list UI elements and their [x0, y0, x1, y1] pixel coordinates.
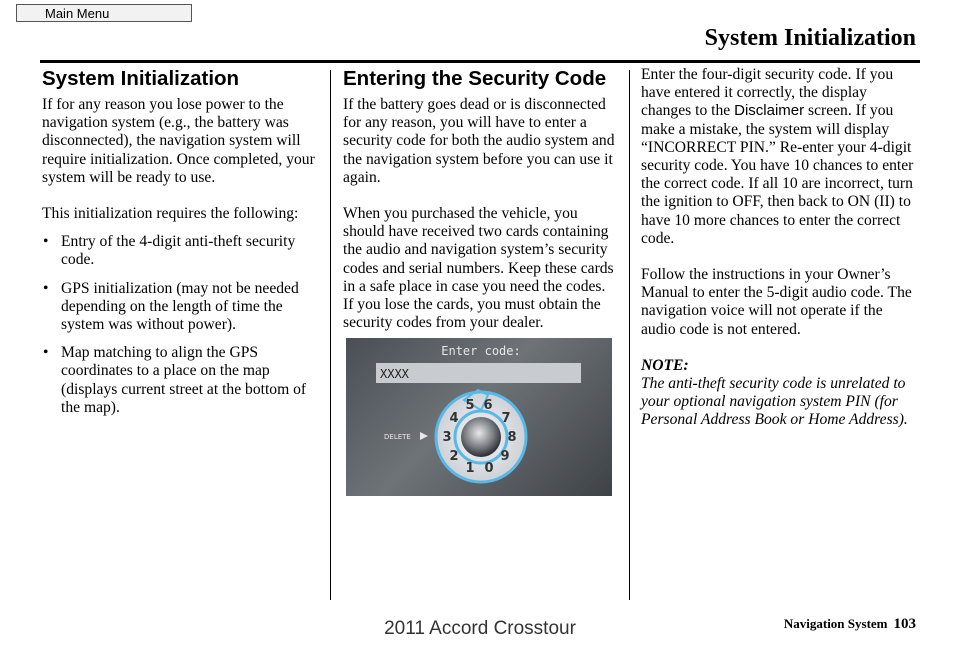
delete-arrow-icon	[420, 432, 428, 440]
column-instructions	[641, 66, 919, 448]
dial-digit-3: 3	[442, 430, 452, 445]
dial-knob	[461, 417, 501, 457]
requirements-list	[42, 233, 322, 417]
column-system-initialization	[42, 66, 322, 427]
disclaimer-term: Disclaimer	[734, 102, 805, 120]
dial-digit-8: 8	[507, 430, 517, 445]
dial-digit-4: 4	[449, 411, 459, 426]
page-number: 103	[893, 616, 916, 632]
dial-digit-9: 9	[500, 449, 510, 464]
dial-digit-5: 5	[465, 398, 475, 413]
watermark-text: 2011 Accord Crosstour	[384, 618, 576, 639]
note-label: NOTE:	[641, 356, 689, 374]
list-item: • GPS initialization (may not be needed depending on the length of time the system was without power).	[42, 280, 322, 335]
requirements-paragraph: This initialization requires the following:	[42, 205, 299, 223]
enter-code-title: Enter code:	[441, 344, 521, 358]
list-item: • Map matching to align the GPS coordinates to a place on the map (displays current street at the bottom of the map).	[42, 344, 322, 417]
column-divider-2	[629, 70, 630, 600]
enter-code-screen-svg	[346, 338, 612, 496]
dial-digit-0: 0	[484, 461, 494, 476]
audio-code-paragraph: Follow the instructions in your Owner’s Manual to enter the 5-digit audio code. The navigation voice will not operate if the audio code is not entered.	[641, 266, 912, 338]
note-text: The anti-theft security code is unrelated to your optional navigation system PIN (for Personal Address Book or Home Address).	[641, 375, 908, 429]
intro-paragraph: If for any reason you lose power to the navigation system (e.g., the battery was disconnected), the navigation system will require initialization. Once completed, your system will be ready to use.	[42, 96, 315, 186]
dial-digit-6: 6	[483, 398, 493, 413]
page-header-title: System Initialization	[704, 25, 916, 51]
dial-digit-2: 2	[449, 449, 459, 464]
header-rule	[40, 60, 920, 63]
column-security-code	[343, 66, 615, 350]
battery-paragraph: If the battery goes dead or is disconnected for any reason, you will have to enter a security code for both the audio system and the navigation system before you can use it again.	[343, 96, 615, 186]
main-menu-button[interactable]: Main Menu	[16, 4, 192, 22]
dial-digit-7: 7	[501, 411, 511, 426]
column-divider-1	[330, 70, 331, 600]
code-field-value: XXXX	[380, 367, 409, 381]
section-heading-security-code: Entering the Security Code	[343, 67, 607, 90]
enter-code-screen-image	[346, 338, 612, 496]
section-heading-system-initialization: System Initialization	[42, 67, 240, 90]
delete-label: DELETE	[384, 433, 411, 441]
dial-digit-1: 1	[465, 461, 475, 476]
list-item: • Entry of the 4-digit anti-theft security code.	[42, 233, 322, 269]
footer-section-label: Navigation System	[783, 616, 888, 631]
enter-code-paragraph: Enter the four-digit security code. If you have entered it correctly, the display changes to the Disclaimer screen. If you make a mistake, the system will display “INCORRECT PIN.” Re-enter your 4-digit security code. You have 10 chances to enter the correct code. If all 10 are incorrect, turn the ignition to OFF, then back to ON (II) to have 10 more chances to enter the correct code.	[641, 66, 914, 247]
cards-paragraph: When you purchased the vehicle, you should have received two cards containing the audio and navigation system’s security codes and serial numbers. Keep these cards in a safe place in case you need the codes. If you lose the cards, you must obtain the security codes from your dealer.	[343, 205, 614, 332]
